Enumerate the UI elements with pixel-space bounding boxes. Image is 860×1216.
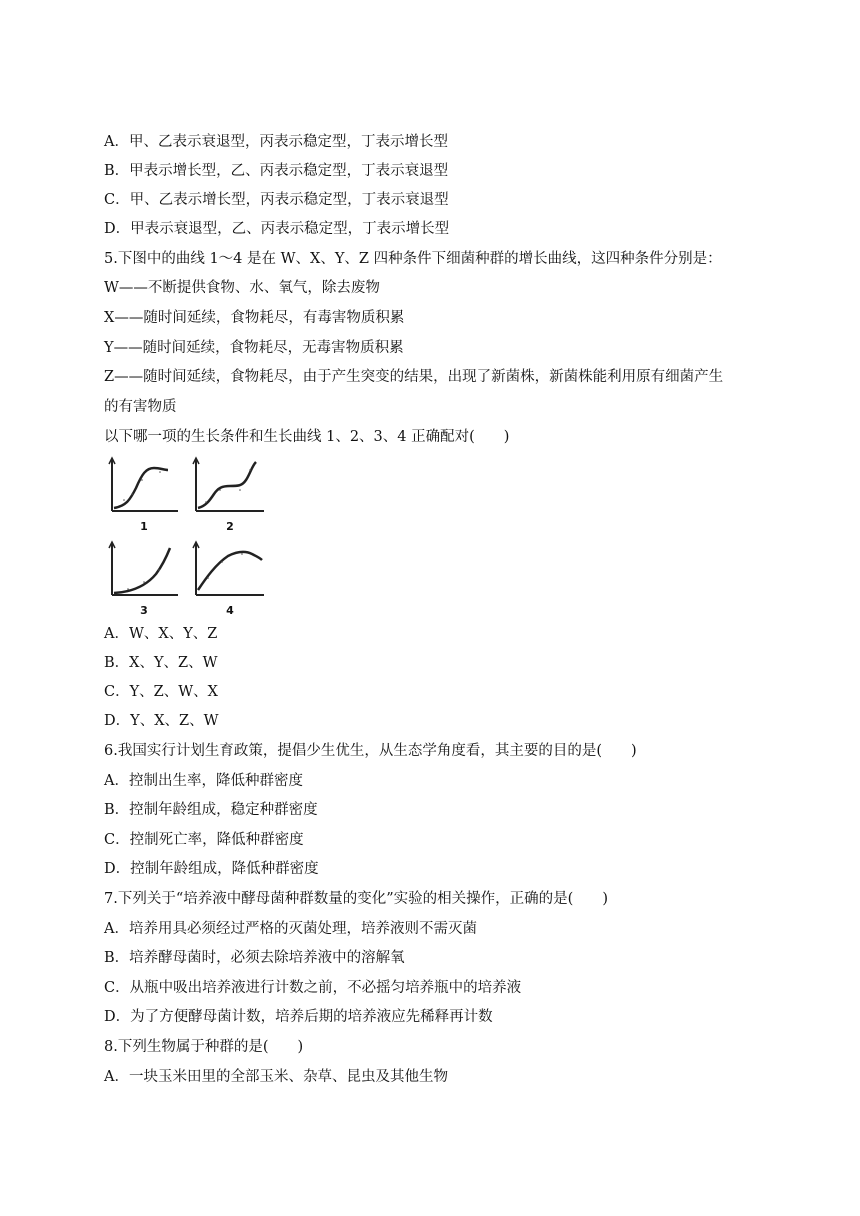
q4-option-a: A．甲、乙表示衰退型，丙表示稳定型，丁表示增长型	[104, 134, 448, 150]
q4-option-b: B．甲表示增长型，乙、丙表示稳定型，丁表示衰退型	[104, 163, 449, 179]
q6-option-b: B．控制年龄组成，稳定种群密度	[104, 802, 318, 818]
q6-stem: 6.我国实行计划生育政策，提倡少生优生，从生态学角度看，其主要的目的是( )	[104, 743, 637, 759]
q8-stem: 8.下列生物属于种群的是( )	[104, 1039, 304, 1055]
growth-curves-figure	[104, 456, 274, 616]
growth-curve-3	[104, 540, 184, 615]
q4-option-c: C．甲、乙表示增长型，丙表示稳定型，丁表示衰退型	[104, 192, 449, 208]
q5-condition-z-cont: 的有害物质	[104, 399, 177, 415]
growth-curve-2	[190, 456, 270, 531]
q4-option-d: D．甲表示衰退型，乙、丙表示稳定型，丁表示增长型	[104, 221, 450, 237]
q7-stem: 7.下列关于“培养液中酵母菌种群数量的变化”实验的相关操作，正确的是( )	[104, 891, 608, 907]
q6-option-d: D．控制年龄组成，降低种群密度	[104, 861, 319, 877]
q5-option-a: A．W、X、Y、Z	[104, 626, 218, 642]
growth-curve-2-label: 2	[226, 520, 234, 533]
q7-option-b: B．培养酵母菌时，必须去除培养液中的溶解氧	[104, 950, 405, 966]
growth-curve-1-label: 1	[140, 520, 148, 533]
q5-option-d: D．Y、X、Z、W	[104, 713, 219, 729]
q5-option-b: B．X、Y、Z、W	[104, 655, 218, 671]
q5-condition-y: Y——随时间延续，食物耗尽，无毒害物质积累	[104, 340, 404, 356]
growth-curve-4	[190, 540, 270, 615]
q7-option-a: A．培养用具必须经过严格的灭菌处理，培养液则不需灭菌	[104, 921, 477, 937]
growth-curve-1	[104, 456, 184, 531]
q5-condition-x: X——随时间延续，食物耗尽，有毒害物质积累	[104, 310, 405, 326]
q5-condition-w: W——不断提供食物、水、氧气，除去废物	[104, 280, 380, 296]
q8-option-a: A．一块玉米田里的全部玉米、杂草、昆虫及其他生物	[104, 1069, 448, 1085]
q6-option-c: C．控制死亡率，降低种群密度	[104, 832, 304, 848]
q5-condition-z: Z——随时间延续，食物耗尽，由于产生突变的结果，出现了新菌株，新菌株能利用原有细菌产生	[104, 369, 724, 385]
q7-option-c: C．从瓶中吸出培养液进行计数之前，不必摇匀培养瓶中的培养液	[104, 980, 522, 996]
q7-option-d: D．为了方便酵母菌计数，培养后期的培养液应先稀释再计数	[104, 1009, 493, 1025]
growth-curve-3-label: 3	[140, 604, 148, 617]
q6-option-a: A．控制出生率，降低种群密度	[104, 773, 303, 789]
q5-stem: 5.下图中的曲线 1～4 是在 W、X、Y、Z 四种条件下细菌种群的增长曲线，这四种条件分别是：	[104, 251, 722, 267]
q5-option-c: C．Y、Z、W、X	[104, 684, 218, 700]
growth-curve-4-label: 4	[226, 604, 234, 617]
q5-question: 以下哪一项的生长条件和生长曲线 1、2、3、4 正确配对( )	[104, 429, 510, 445]
